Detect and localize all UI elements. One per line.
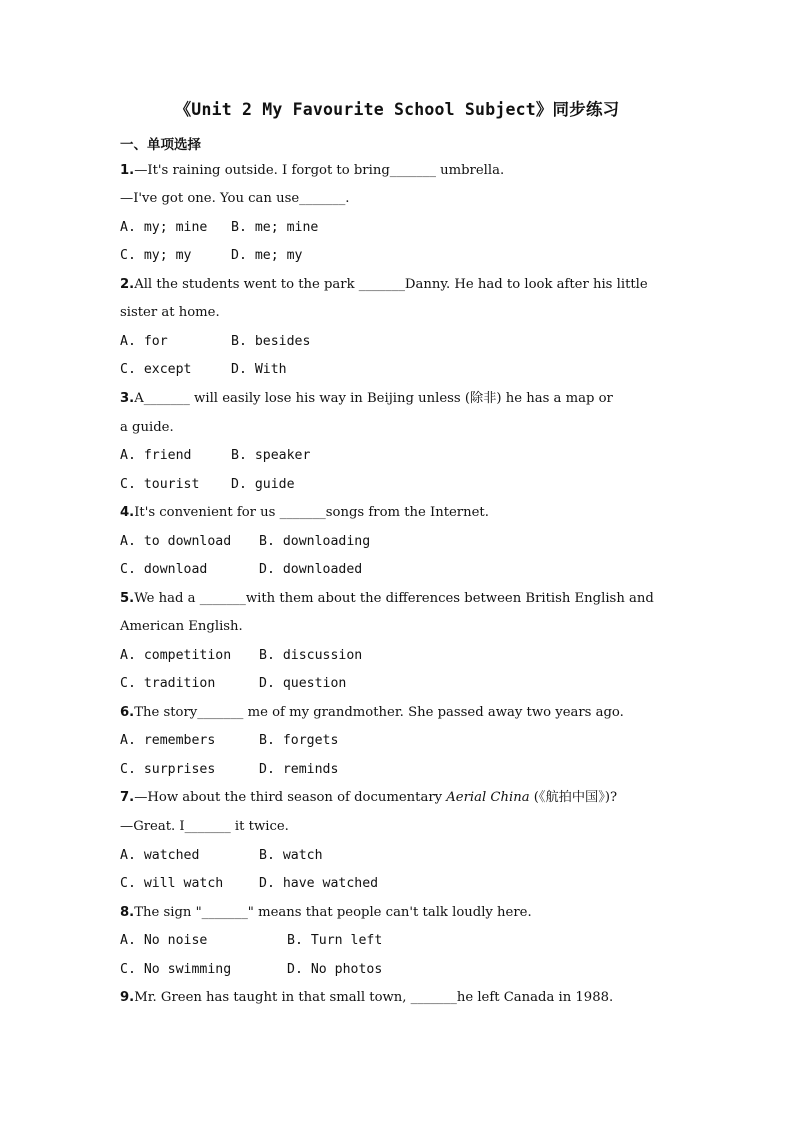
question-number: 8. <box>120 905 135 920</box>
documentary-title: Aerial China <box>446 790 530 805</box>
option-c: C. surprises <box>120 762 216 777</box>
question-7-line-2: —Great. I_______ it twice. <box>120 819 289 834</box>
question-text: —It's raining outside. I forgot to bring_______ umbrella. <box>134 163 505 178</box>
option-a: A. friend <box>120 448 192 463</box>
option-d: D. question <box>259 676 347 691</box>
question-2-line-2: sister at home. <box>120 305 220 320</box>
option-a: A. to download <box>120 534 232 549</box>
option-c: C. will watch <box>120 876 224 891</box>
question-number: 1. <box>120 163 135 178</box>
option-c: C. my; my <box>120 248 192 263</box>
question-7-line-1 <box>120 788 617 808</box>
option-d: D. guide <box>231 477 295 492</box>
question-9-line-1 <box>120 988 613 1008</box>
option-b: B. watch <box>259 848 323 863</box>
option-c: C. except <box>120 362 192 377</box>
option-a: A. remembers <box>120 733 216 748</box>
option-a: A. No noise <box>120 933 208 948</box>
option-c: C. tourist <box>120 477 200 492</box>
question-text: We had a _______with them about the differences between British English and <box>134 591 654 606</box>
question-text-end: (《航拍中国》)? <box>529 790 618 805</box>
option-b: B. me; mine <box>231 220 319 235</box>
option-a: A. watched <box>120 848 200 863</box>
question-number: 6. <box>120 705 135 720</box>
question-4-line-1 <box>120 503 489 523</box>
question-text: All the students went to the park _______Danny. He had to look after his little <box>134 277 648 292</box>
option-c: C. tradition <box>120 676 216 691</box>
question-number: 2. <box>120 277 135 292</box>
option-d: D. have watched <box>259 876 379 891</box>
question-number: 7. <box>120 790 135 805</box>
question-text: The sign "_______" means that people can't talk loudly here. <box>134 905 532 920</box>
question-8-line-1 <box>120 903 532 923</box>
question-text: It's convenient for us _______songs from the Internet. <box>134 505 489 520</box>
option-d: D. reminds <box>259 762 339 777</box>
option-b: B. besides <box>231 334 311 349</box>
question-3-line-2: a guide. <box>120 420 174 435</box>
option-d: D. downloaded <box>259 562 363 577</box>
option-c: C. download <box>120 562 208 577</box>
question-text: Mr. Green has taught in that small town, _______he left Canada in 1988. <box>134 990 614 1005</box>
option-d: D. With <box>231 362 287 377</box>
question-1-line-2: —I've got one. You can use_______. <box>120 191 350 206</box>
option-a: A. competition <box>120 648 232 663</box>
question-5-line-1 <box>120 589 654 609</box>
question-number: 3. <box>120 391 135 406</box>
option-b: B. speaker <box>231 448 311 463</box>
option-a: A. for <box>120 334 168 349</box>
option-a: A. my; mine <box>120 220 208 235</box>
question-1-line-1 <box>120 161 504 181</box>
question-number: 9. <box>120 990 135 1005</box>
question-text: A_______ will easily lose his way in Beijing unless (除非) he has a map or <box>134 391 613 406</box>
section-heading: 一、单项选择 <box>120 137 201 153</box>
question-number: 5. <box>120 591 135 606</box>
option-b: B. forgets <box>259 733 339 748</box>
option-c: C. No swimming <box>120 962 232 977</box>
document-title: 《Unit 2 My Favourite School Subject》同步练习 <box>174 100 620 119</box>
option-b: B. discussion <box>259 648 363 663</box>
option-d: D. No photos <box>287 962 383 977</box>
option-b: B. downloading <box>259 534 371 549</box>
question-3-line-1 <box>120 389 613 409</box>
option-b: B. Turn left <box>287 933 383 948</box>
question-6-line-1 <box>120 703 624 723</box>
question-text: —How about the third season of documentary <box>134 790 447 805</box>
question-number: 4. <box>120 505 135 520</box>
question-5-line-2: American English. <box>120 619 243 634</box>
question-text: The story_______ me of my grandmother. She passed away two years ago. <box>134 705 624 720</box>
question-2-line-1 <box>120 275 648 295</box>
option-d: D. me; my <box>231 248 303 263</box>
